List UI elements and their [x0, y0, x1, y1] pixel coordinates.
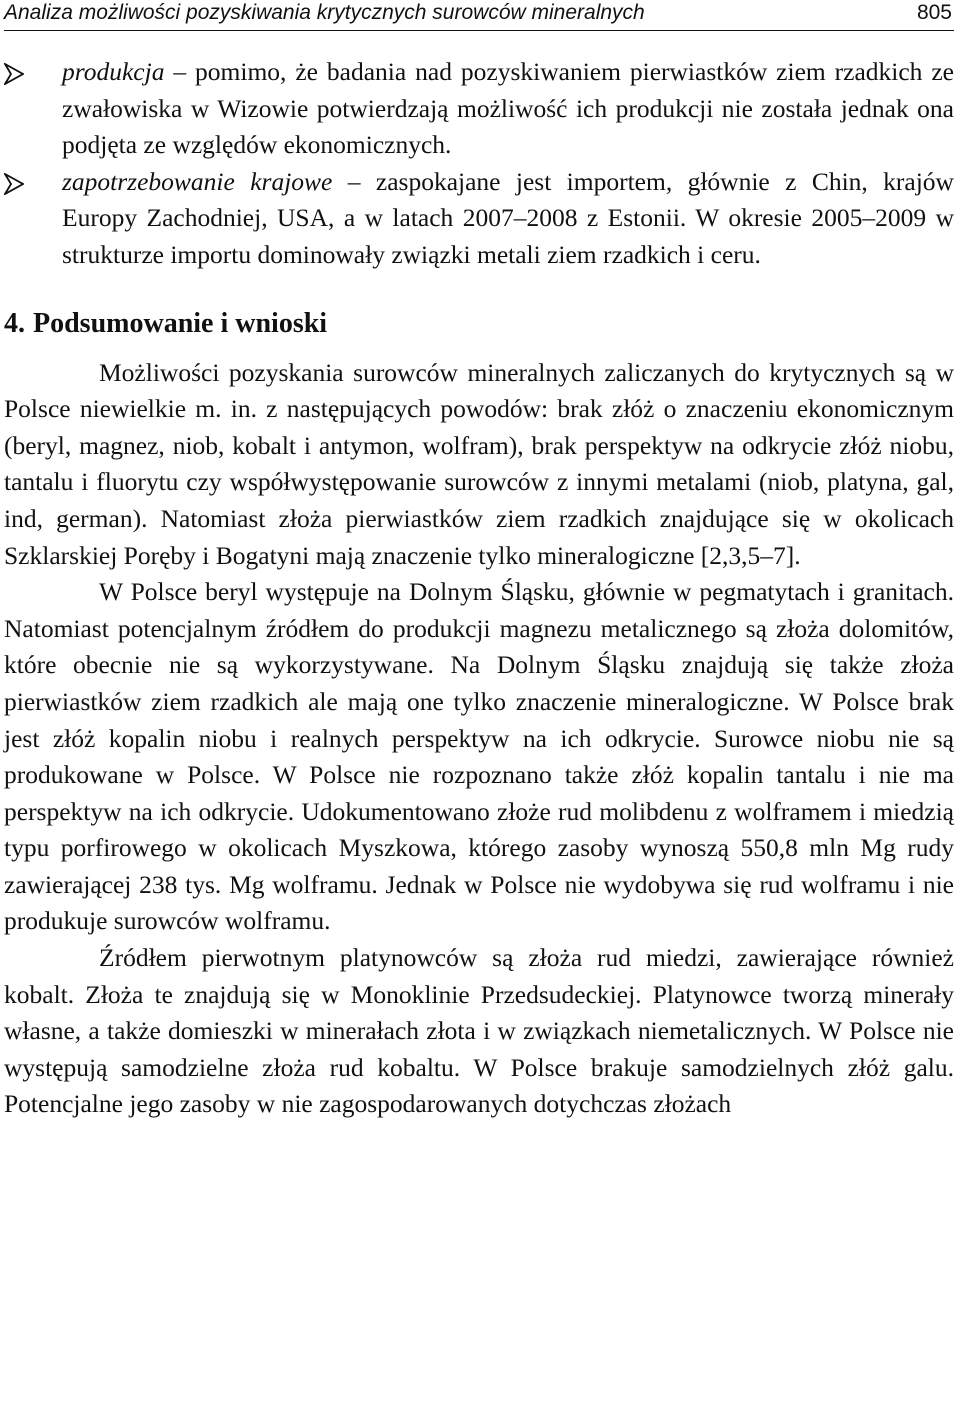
body-paragraph: Źródłem pierwotnym platynowców są złoża rud miedzi, zawierające również kobalt. Złoża te znajdują się w Monoklinie Przedsudeckiej. Platynowce tworzą minerały własne, a także domieszki w minerałach złota i w związkach niemetalicznych. W Polsce nie występują samodzielne złoża rud kobaltu. W Polsce brakuje samodzielnych złóż galu. Potencjalne jego zasoby w nie zagospodarowanych dotychczas złożach — [4, 943, 954, 1119]
bullet-item-production — [4, 54, 954, 164]
section-heading — [4, 306, 954, 342]
bullet-lead-term: produkcja — [62, 57, 165, 86]
bullet-text: – pomimo, że badania nad pozyskiwaniem pierwiastków ziem rzadkich ze zwałowiska w Wizowie potwierdzają możliwość ich produkcji nie została jednak ona podjęta ze względów ekonomicznych. — [62, 57, 954, 160]
page-number: 805 — [916, 1, 952, 24]
body-paragraph: Możliwości pozyskania surowców mineralnych zaliczanych do krytycznych są w Polsce niewielkie m. in. z następujących powodów: brak złóż o znaczeniu ekonomicznym (beryl, magnez, niob, kobalt i antymon, wolfram), brak perspektyw na odkrycie złóż niobu, tantalu i fluorytu czy współwystępowanie surowców z innymi metalami (niob, platyna, gal, ind, german). Natomiast złoża pierwiastków ziem rzadkich znajdujące się w okolicach Szklarskiej Poręby i Bogatyni mają znaczenie tylko mineralogiczne [2,3,5–7]. — [4, 357, 954, 570]
bullet-lead-term: zapotrzebowanie krajowe — [62, 166, 333, 196]
section-number: 4. — [4, 307, 25, 339]
arrowhead-bullet-icon — [4, 173, 24, 195]
bullet-text: – zaspokajane jest importem, głównie z Chin, krajów Europy Zachodniej, USA, a w latach 2007–2008 z Estonii. W okresie 2005–2009 w strukturze importu dominowały związki metali ziem rzadkich i ceru. — [62, 166, 954, 269]
running-title: Analiza możliwości pozyskiwania krytycznych surowców mineralnych — [4, 1, 645, 24]
bullet-item-demand — [4, 164, 954, 274]
running-header — [4, 0, 954, 31]
body-paragraph: W Polsce beryl występuje na Dolnym Śląsku, głównie w pegmatytach i granitach. Natomiast potencjalnym źródłem do produkcji magnezu metalicznego są złoża dolomitów, które obecnie nie są wykorzystywane. Na Dolnym Śląsku znajdują się także złoża pierwiastków ziem rzadkich ale mają one tylko znaczenie mineralogiczne. W Polsce brak jest złóż kopalin niobu i realnych perspektyw na ich odkrycie. Surowce niobu nie są produkowane w Polsce. W Polsce nie rozpoznano także złóż kopalin tantalu i nie ma perspektyw na ich odkrycie. Udokumentowano złoże rud molibdenu z wolframem i miedzią typu porfirowego w okolicach Myszkowa, którego zasoby wynoszą 550,8 mln Mg rudy zawierającej 238 tys. Mg wolframu. Jednak w Polsce nie wydobywa się rud wolframu i nie produkuje surowców wolframu. — [4, 577, 954, 936]
section-title: Podsumowanie i wnioski — [33, 307, 328, 339]
arrowhead-bullet-icon — [4, 63, 24, 85]
page-content — [4, 54, 954, 1123]
